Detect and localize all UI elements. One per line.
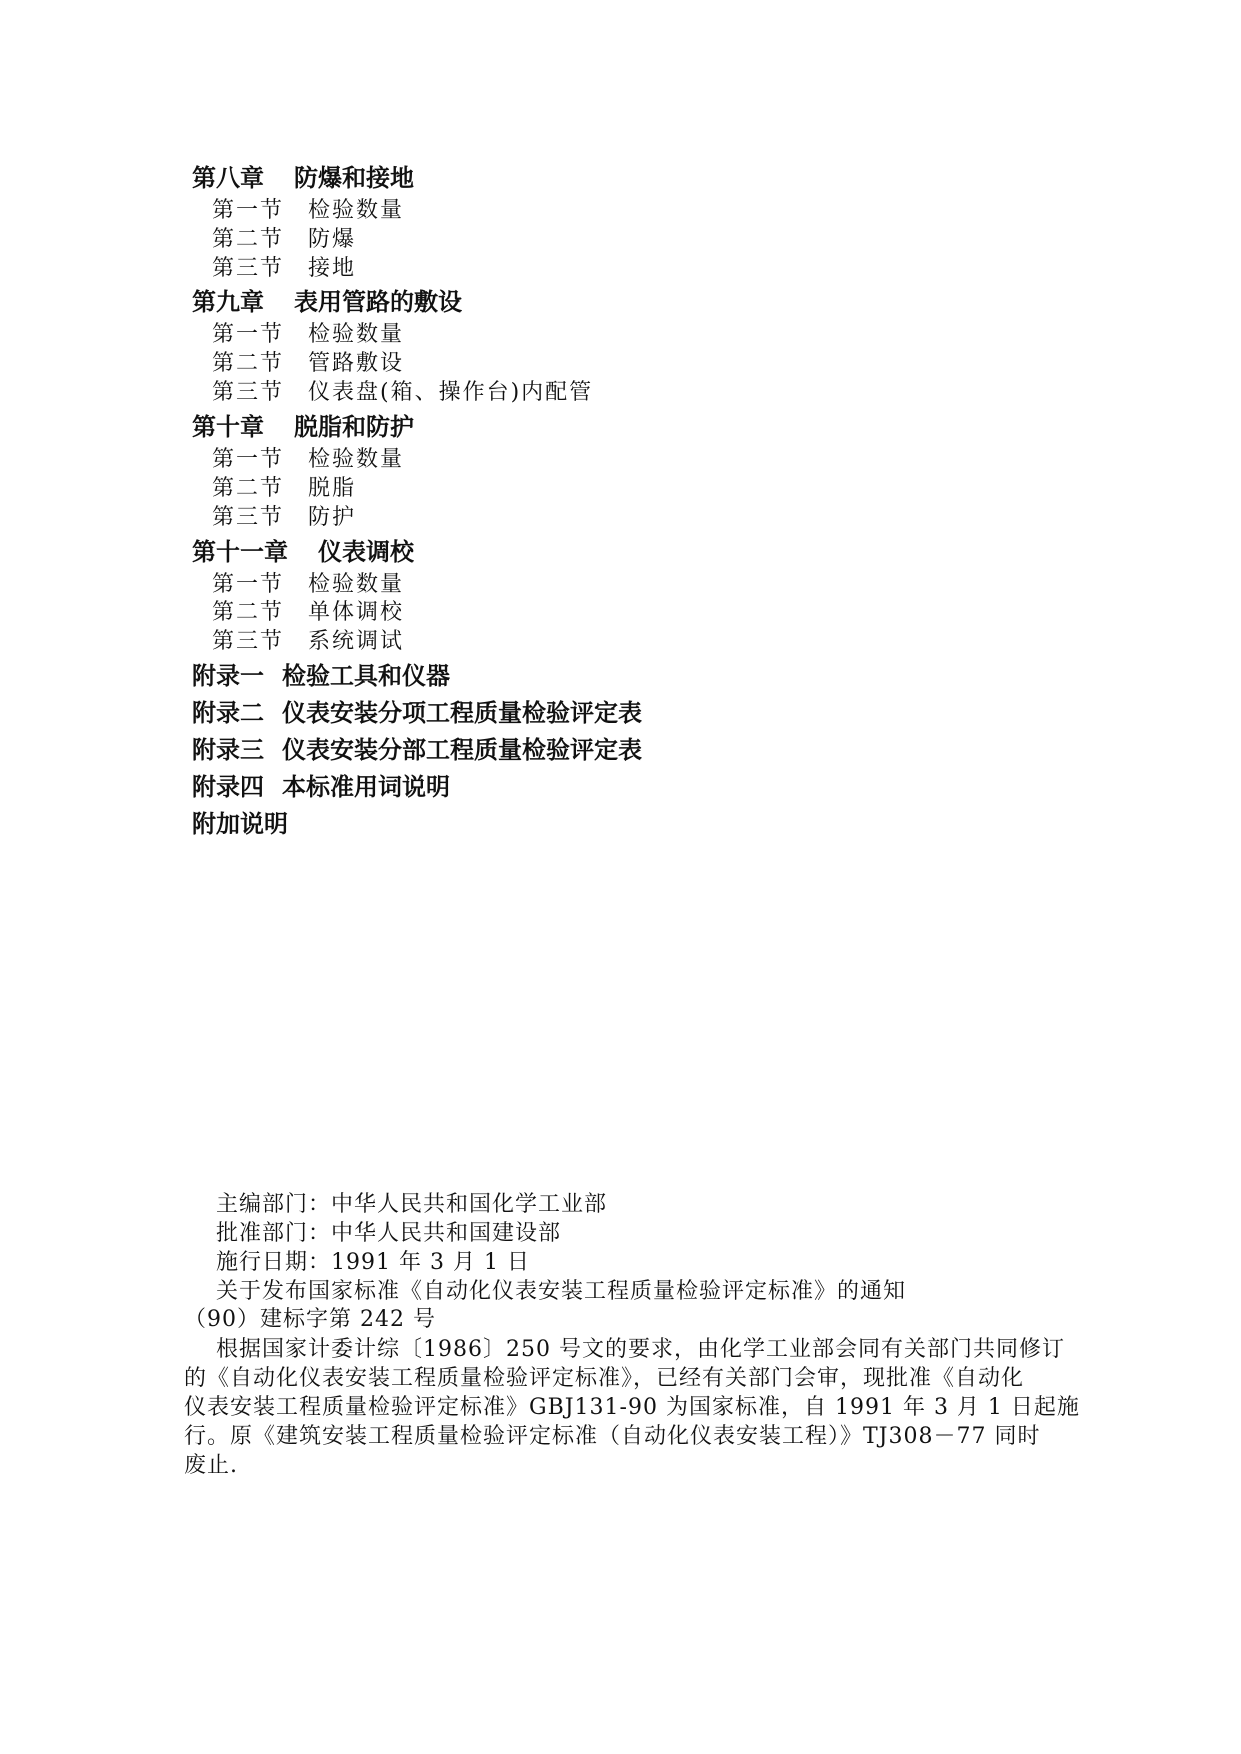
appendix-title: 仪表安装分部工程质量检验评定表 bbox=[282, 735, 642, 764]
chapter-title: 仪表调校 bbox=[318, 537, 414, 566]
toc-chapter-8 bbox=[192, 163, 414, 192]
section-number: 第三节 bbox=[212, 380, 285, 405]
toc-chapter-10 bbox=[192, 412, 414, 441]
toc-section bbox=[212, 449, 404, 471]
document-number: （90）建标字第 242 号 bbox=[184, 1307, 436, 1332]
toc-section bbox=[212, 478, 356, 500]
section-number: 第一节 bbox=[212, 198, 285, 223]
toc-section bbox=[212, 353, 404, 375]
toc-chapter-9 bbox=[192, 287, 462, 316]
section-number: 第三节 bbox=[212, 256, 285, 281]
section-title: 仪表盘(箱、操作台)内配管 bbox=[308, 380, 594, 405]
appendix-title: 仪表安装分项工程质量检验评定表 bbox=[282, 698, 642, 727]
toc-section bbox=[212, 258, 356, 280]
section-title: 系统调试 bbox=[308, 629, 405, 654]
toc-appendix-4 bbox=[192, 772, 450, 801]
body-paragraph-line: 根据国家计委计综〔1986〕250 号文的要求，由化学工业部会同有关部门共同修订 bbox=[216, 1337, 1065, 1362]
section-title: 单体调校 bbox=[308, 600, 405, 625]
chapter-number: 第九章 bbox=[192, 287, 264, 316]
toc-supplement: 附加说明 bbox=[192, 809, 288, 838]
body-paragraph-line: 的《自动化仪表安装工程质量检验评定标准》，已经有关部门会审，现批准《自动化 bbox=[184, 1366, 1025, 1391]
section-title: 检验数量 bbox=[308, 198, 405, 223]
appendix-number: 附录三 bbox=[192, 735, 264, 764]
approver-department: 批准部门：中华人民共和国建设部 bbox=[216, 1221, 562, 1246]
appendix-title: 本标准用词说明 bbox=[282, 772, 450, 801]
appendix-number: 附录四 bbox=[192, 772, 264, 801]
body-paragraph-line: 仪表安装工程质量检验评定标准》GBJ131-90 为国家标准，自 1991 年 3 月 1 日起施 bbox=[184, 1395, 1080, 1420]
notice-title: 关于发布国家标准《自动化仪表安装工程质量检验评定标准》的通知 bbox=[216, 1279, 907, 1304]
section-number: 第二节 bbox=[212, 476, 285, 501]
section-number: 第一节 bbox=[212, 322, 285, 347]
section-number: 第一节 bbox=[212, 572, 285, 597]
toc-appendix-2 bbox=[192, 698, 642, 727]
toc-section bbox=[212, 229, 356, 251]
toc-section bbox=[212, 631, 404, 653]
chapter-number: 第八章 bbox=[192, 163, 264, 192]
section-number: 第三节 bbox=[212, 505, 285, 530]
chapter-title: 防爆和接地 bbox=[294, 163, 414, 192]
toc-section bbox=[212, 602, 404, 624]
section-title: 管路敷设 bbox=[308, 351, 405, 376]
section-title: 防爆 bbox=[308, 227, 357, 252]
toc-section bbox=[212, 574, 404, 596]
toc-section bbox=[212, 382, 593, 404]
section-number: 第二节 bbox=[212, 227, 285, 252]
section-title: 接地 bbox=[308, 256, 357, 281]
toc-chapter-11 bbox=[192, 537, 414, 566]
appendix-number: 附录一 bbox=[192, 661, 264, 690]
section-number: 第三节 bbox=[212, 629, 285, 654]
section-title: 脱脂 bbox=[308, 476, 357, 501]
toc-section bbox=[212, 507, 356, 529]
toc-section bbox=[212, 324, 404, 346]
chapter-title: 脱脂和防护 bbox=[294, 412, 414, 441]
toc-appendix-1 bbox=[192, 661, 450, 690]
toc-appendix-3 bbox=[192, 735, 642, 764]
appendix-number: 附录二 bbox=[192, 698, 264, 727]
body-paragraph-line: 废止. bbox=[184, 1453, 238, 1478]
section-title: 检验数量 bbox=[308, 322, 405, 347]
section-number: 第二节 bbox=[212, 351, 285, 376]
body-paragraph-line: 行。原《建筑安装工程质量检验评定标准（自动化仪表安装工程）》TJ308－77 同时 bbox=[184, 1424, 1041, 1449]
appendix-title: 检验工具和仪器 bbox=[282, 661, 450, 690]
chapter-number: 第十章 bbox=[192, 412, 264, 441]
chapter-number: 第十一章 bbox=[192, 537, 288, 566]
toc-section bbox=[212, 200, 404, 222]
editor-department: 主编部门：中华人民共和国化学工业部 bbox=[216, 1192, 608, 1217]
chapter-title: 表用管路的敷设 bbox=[294, 287, 462, 316]
section-title: 检验数量 bbox=[308, 447, 405, 472]
section-number: 第二节 bbox=[212, 600, 285, 625]
section-title: 防护 bbox=[308, 505, 357, 530]
effective-date: 施行日期：1991 年 3 月 1 日 bbox=[216, 1250, 530, 1275]
section-number: 第一节 bbox=[212, 447, 285, 472]
section-title: 检验数量 bbox=[308, 572, 405, 597]
